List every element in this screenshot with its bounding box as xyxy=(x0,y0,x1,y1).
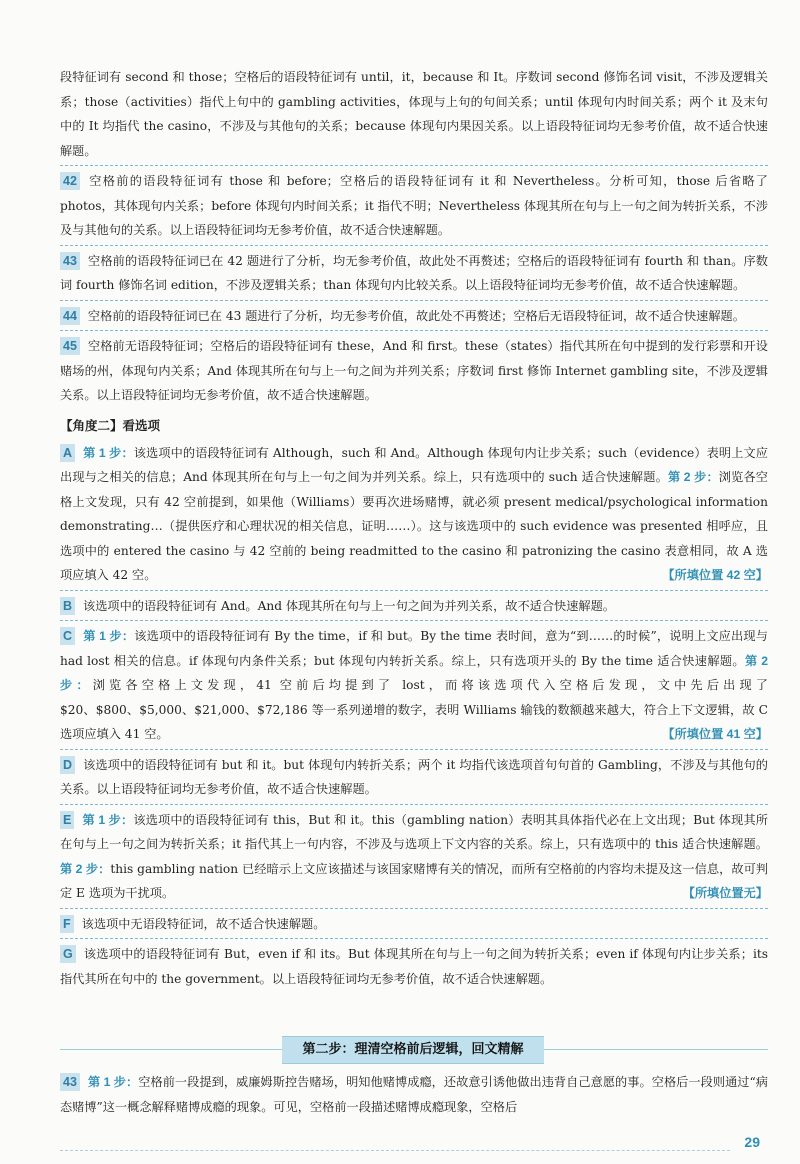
option-text: 该选项中的语段特征词有 But，even if 和 its。But 体现其所在句与上一句之间为转折关系；even if 体现句内让步关系；its 指代其所在句中的 the government。以上语段特征词均无参考价值，故不适合快速解题。 xyxy=(60,947,768,986)
option-letter: C xyxy=(60,627,75,645)
step-label: 第 2 步： xyxy=(60,861,111,876)
question-text: 空格前的语段特征词有 those 和 before；空格后的语段特征词有 it 和 Nevertheless。分析可知，those 后省略了 photos，其体现句内关系；before 体现句内时间关系；it 指代不明；Nevertheless 体现其所在句与上一句之间为转折关系，不涉及与其他句的关系。以上语段特征词均无参考价值，故不适合快速解题。 xyxy=(60,174,768,237)
section-header xyxy=(0,1036,800,1062)
option-f xyxy=(60,909,768,940)
option-a xyxy=(60,438,768,591)
question-43 xyxy=(60,246,768,301)
question-44 xyxy=(60,301,768,332)
step-label: 第 1 步： xyxy=(82,812,134,827)
question-42 xyxy=(60,166,768,246)
option-text: 该选项中的语段特征词有 And。And 体现其所在句与上一句之间为并列关系，故不适合快速解题。 xyxy=(83,598,615,613)
option-c xyxy=(60,621,768,750)
question-number: 43 xyxy=(60,252,80,270)
question-text: 空格前无语段特征词；空格后的语段特征词有 these，And 和 first。these（states）指代其所在句中提到的发行彩票和开设赌场的州，体现句内关系；And 体现其所在句与上一句之间为并列关系；序数词 first 修饰 Internet gambling site，不涉及逻辑关系。以上语段特征词均无参考价值，故不适合快速解题。 xyxy=(60,339,768,402)
option-d xyxy=(60,750,768,805)
option-letter: B xyxy=(60,597,75,615)
fill-position: 【所填位置 41 空】 xyxy=(662,727,768,741)
step-label: 第 2 步： xyxy=(667,470,719,484)
section-rule-left xyxy=(60,1049,282,1050)
step-label: 第 2 步： xyxy=(60,653,768,692)
option-text: this gambling nation 已经暗示上文应该描述与该国家赌博有关的情况，而所有空格前的内容均未提及这一信息，故可判定 E 选项为干扰项。 xyxy=(60,861,768,900)
page-number: 29 xyxy=(744,1134,760,1150)
option-text: 该选项中的语段特征词有 By the time，if 和 but。By the time 表时间，意为“到……的时候”，说明上文应出现与 had lost 相关的信息。if 体现句内条件关系；but 体现句内转折关系。综上，只有选项开头的 By the time 适合快速解题。 xyxy=(60,629,768,668)
option-letter: F xyxy=(60,915,74,933)
option-text: 浏览各空格上文发现，41 空前后均提到了 lost，而将该选项代入空格后发现，文中先后出现了 $20、$800、$5,000、$21,000、$72,186 等一系列递增的数字，表明 Williams 输钱的数额越来越大，符合上下文逻辑，故 C 选项应填入 41 空。 xyxy=(60,678,768,741)
option-b xyxy=(60,591,768,622)
option-text: 浏览各空格上文发现，只有 42 空前提到，如果他（Williams）要再次进场赌博，就必须 present medical/psychological information demonstrating…（提供医疗和心理状况的相关信息，证明……）。这与该选项中的 such evidence was presented 相呼应，且选项中的 entered the casino 与 42 空前的 being readmitted to the casino 和 patronizing the casino 表意相同，故 A 选项应填入 42 空。 xyxy=(60,470,768,582)
option-letter: A xyxy=(60,444,75,462)
option-text: 该选项中的语段特征词有 but 和 it。but 体现句内转折关系；两个 it 均指代该选项首句句首的 Gambling，不涉及与其他句的关系。以上语段特征词均无参考价值，故不适合快速解题。 xyxy=(60,757,768,796)
question-45 xyxy=(60,331,768,410)
option-letter: E xyxy=(60,811,74,829)
fill-position: 【所填位置 42 空】 xyxy=(662,568,768,582)
question-text: 空格前的语段特征词已在 43 题进行了分析，均无参考价值，故此处不再赘述；空格后无语段特征词，故不适合快速解题。 xyxy=(87,308,745,323)
section-title: 第二步：理清空格前后逻辑，回文精解 xyxy=(282,1036,544,1064)
footer-rule xyxy=(60,1150,730,1152)
option-text: 该选项中的语段特征词有 Although，such 和 And。Although 体现句内让步关系；such（evidence）表明上文应出现与之相关的信息；And 体现其所在句与上一句之间为并列关系。综上，只有选项中的 such 适合快速解题。 xyxy=(60,445,768,484)
step-label: 第 1 步： xyxy=(83,445,134,460)
step-label: 第 1 步： xyxy=(87,1075,139,1089)
step-label: 第 1 步： xyxy=(83,629,135,643)
option-e xyxy=(60,805,768,909)
page-content xyxy=(60,62,768,993)
option-text: 该选项中无语段特征词，故不适合快速解题。 xyxy=(81,916,326,931)
fill-position: 【所填位置无】 xyxy=(682,886,768,900)
option-g xyxy=(60,939,768,993)
option-letter: D xyxy=(60,756,75,774)
angle-heading: 【角度二】看选项 xyxy=(60,417,161,433)
section-rule-right xyxy=(544,1049,768,1050)
intro-paragraph: 段特征词有 second 和 those；空格后的语段特征词有 until，it，because 和 It。序数词 second 修饰名词 visit，不涉及逻辑关系；those（activities）指代上句中的 gambling activities，体现与上句的句间关系；until 体现句内时间关系；两个 it 及末句中的 It 均指代 the casino，不涉及与其他句的关系；because 体现句内果因关系。以上语段特征词均无参考价值，故不适合快速解题。 xyxy=(60,62,768,166)
question-number: 44 xyxy=(60,307,80,325)
question-text: 空格前的语段特征词已在 42 题进行了分析，均无参考价值，故此处不再赘述；空格后的语段特征词有 fourth 和 than。序数词 fourth 修饰名词 edition，不涉及逻辑关系；than 体现句内比较关系。以上语段特征词均无参考价值，故不适合快速解题。 xyxy=(60,253,768,292)
question-number: 42 xyxy=(60,172,80,190)
question-number: 45 xyxy=(60,337,80,355)
question-number: 43 xyxy=(60,1073,80,1091)
final-analysis xyxy=(60,1070,768,1119)
analysis-text: 空格前一段提到，威廉姆斯控告赌场，明知他赌博成瘾，还故意引诱他做出违背自己意愿的事。空格后一段则通过“病态赌博”这一概念解释赌博成瘾的现象。可见，空格前一段描述赌博成瘾现象，空格后 xyxy=(60,1075,768,1114)
option-text: 该选项中的语段特征词有 this，But 和 it。this（gambling nation）表明其具体指代必在上文出现；But 体现其所在句与上一句之间为转折关系；it 指代其上一句内容，不涉及与选项上下文内容的关系。综上，只有选项中的 this 适合快速解题。 xyxy=(60,812,768,851)
option-letter: G xyxy=(60,945,76,963)
